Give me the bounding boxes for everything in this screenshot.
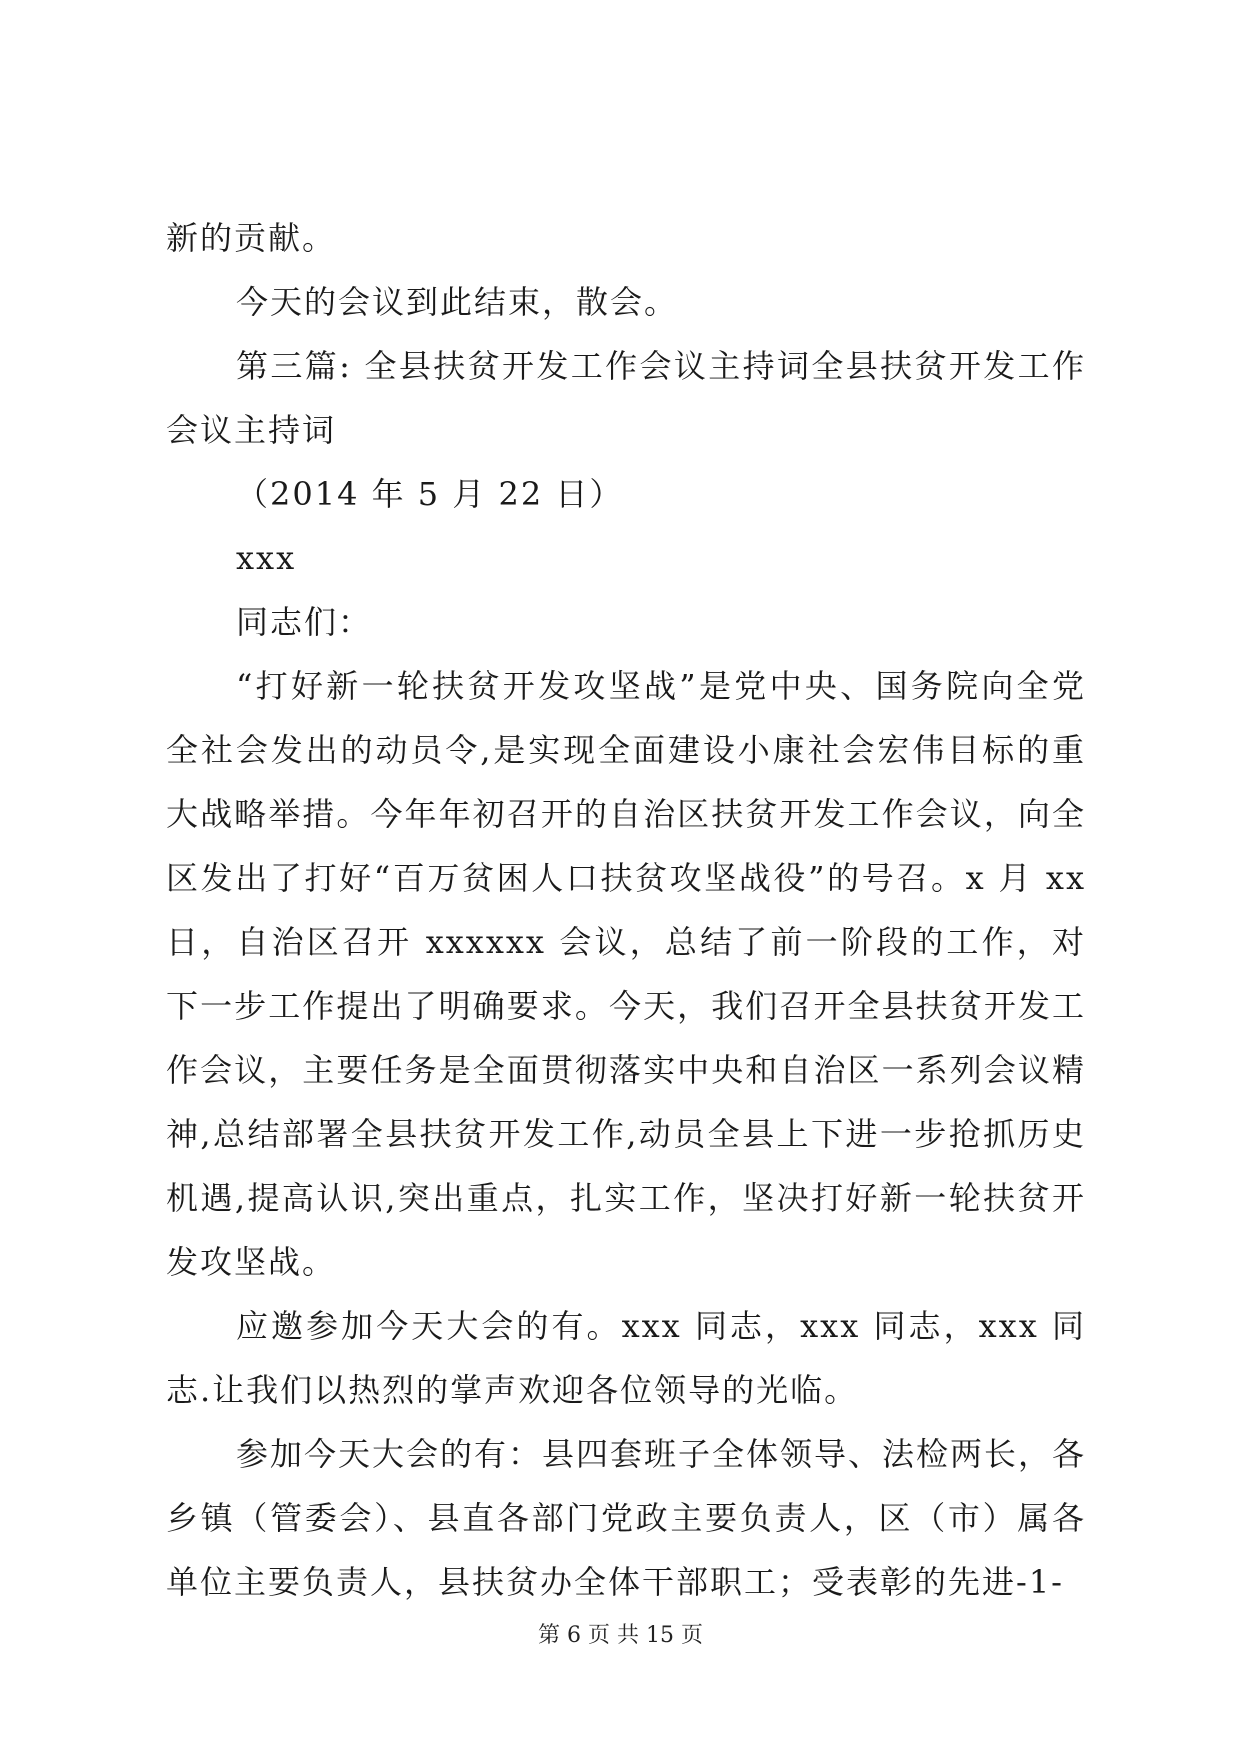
section-heading: 第三篇: 全县扶贫开发工作会议主持词全县扶贫开发工作会议主持词 <box>166 347 1086 449</box>
paragraph-attendees: 参加今天大会的有：县四套班子全体领导、法检两长，各乡镇（管委会）、县直各部门党政主要负责人，区（市）属各单位主要负责人，县扶贫办全体干部职工；受表彰的先进-1- <box>166 1435 1087 1601</box>
page-number-footer: 第 6 页 共 15 页 <box>538 1623 703 1648</box>
paragraph-speaker: xxx <box>236 539 297 577</box>
paragraph-date: （2014 年 5 月 22 日） <box>236 475 624 513</box>
paragraph-intro: “打好新一轮扶贫开发攻坚战”是党中央、国务院向全党全社会发出的动员令,是实现全面建设小康社会宏伟目标的重大战略举措。今年年初召开的自治区扶贫开发工作会议，向全区发出了打好“百万贫困人口扶贫攻坚战役”的号召。x 月 xx 日，自治区召开 xxxxxx 会议，总结了前一阶段的工作，对下一步工作提出了明确要求。今天，我们召开全县扶贫开发工作会议，主要任务是全面贯彻落实中央和自治区一系列会议精神,总结部署全县扶贫开发工作,动员全县上下进一步抢抓历史机遇,提高认识,突出重点，扎实工作，坚决打好新一轮扶贫开发攻坚战。 <box>166 667 1086 1281</box>
paragraph-meeting-end: 今天的会议到此结束，散会。 <box>236 283 679 321</box>
document-body <box>166 206 1086 1614</box>
paragraph-closing-line: 新的贡献。 <box>166 219 337 257</box>
paragraph-invited-guests: 应邀参加今天大会的有。xxx 同志，xxx 同志，xxx 同志.让我们以热烈的掌声欢迎各位领导的光临。 <box>166 1307 1086 1409</box>
paragraph-salutation: 同志们： <box>236 603 373 641</box>
